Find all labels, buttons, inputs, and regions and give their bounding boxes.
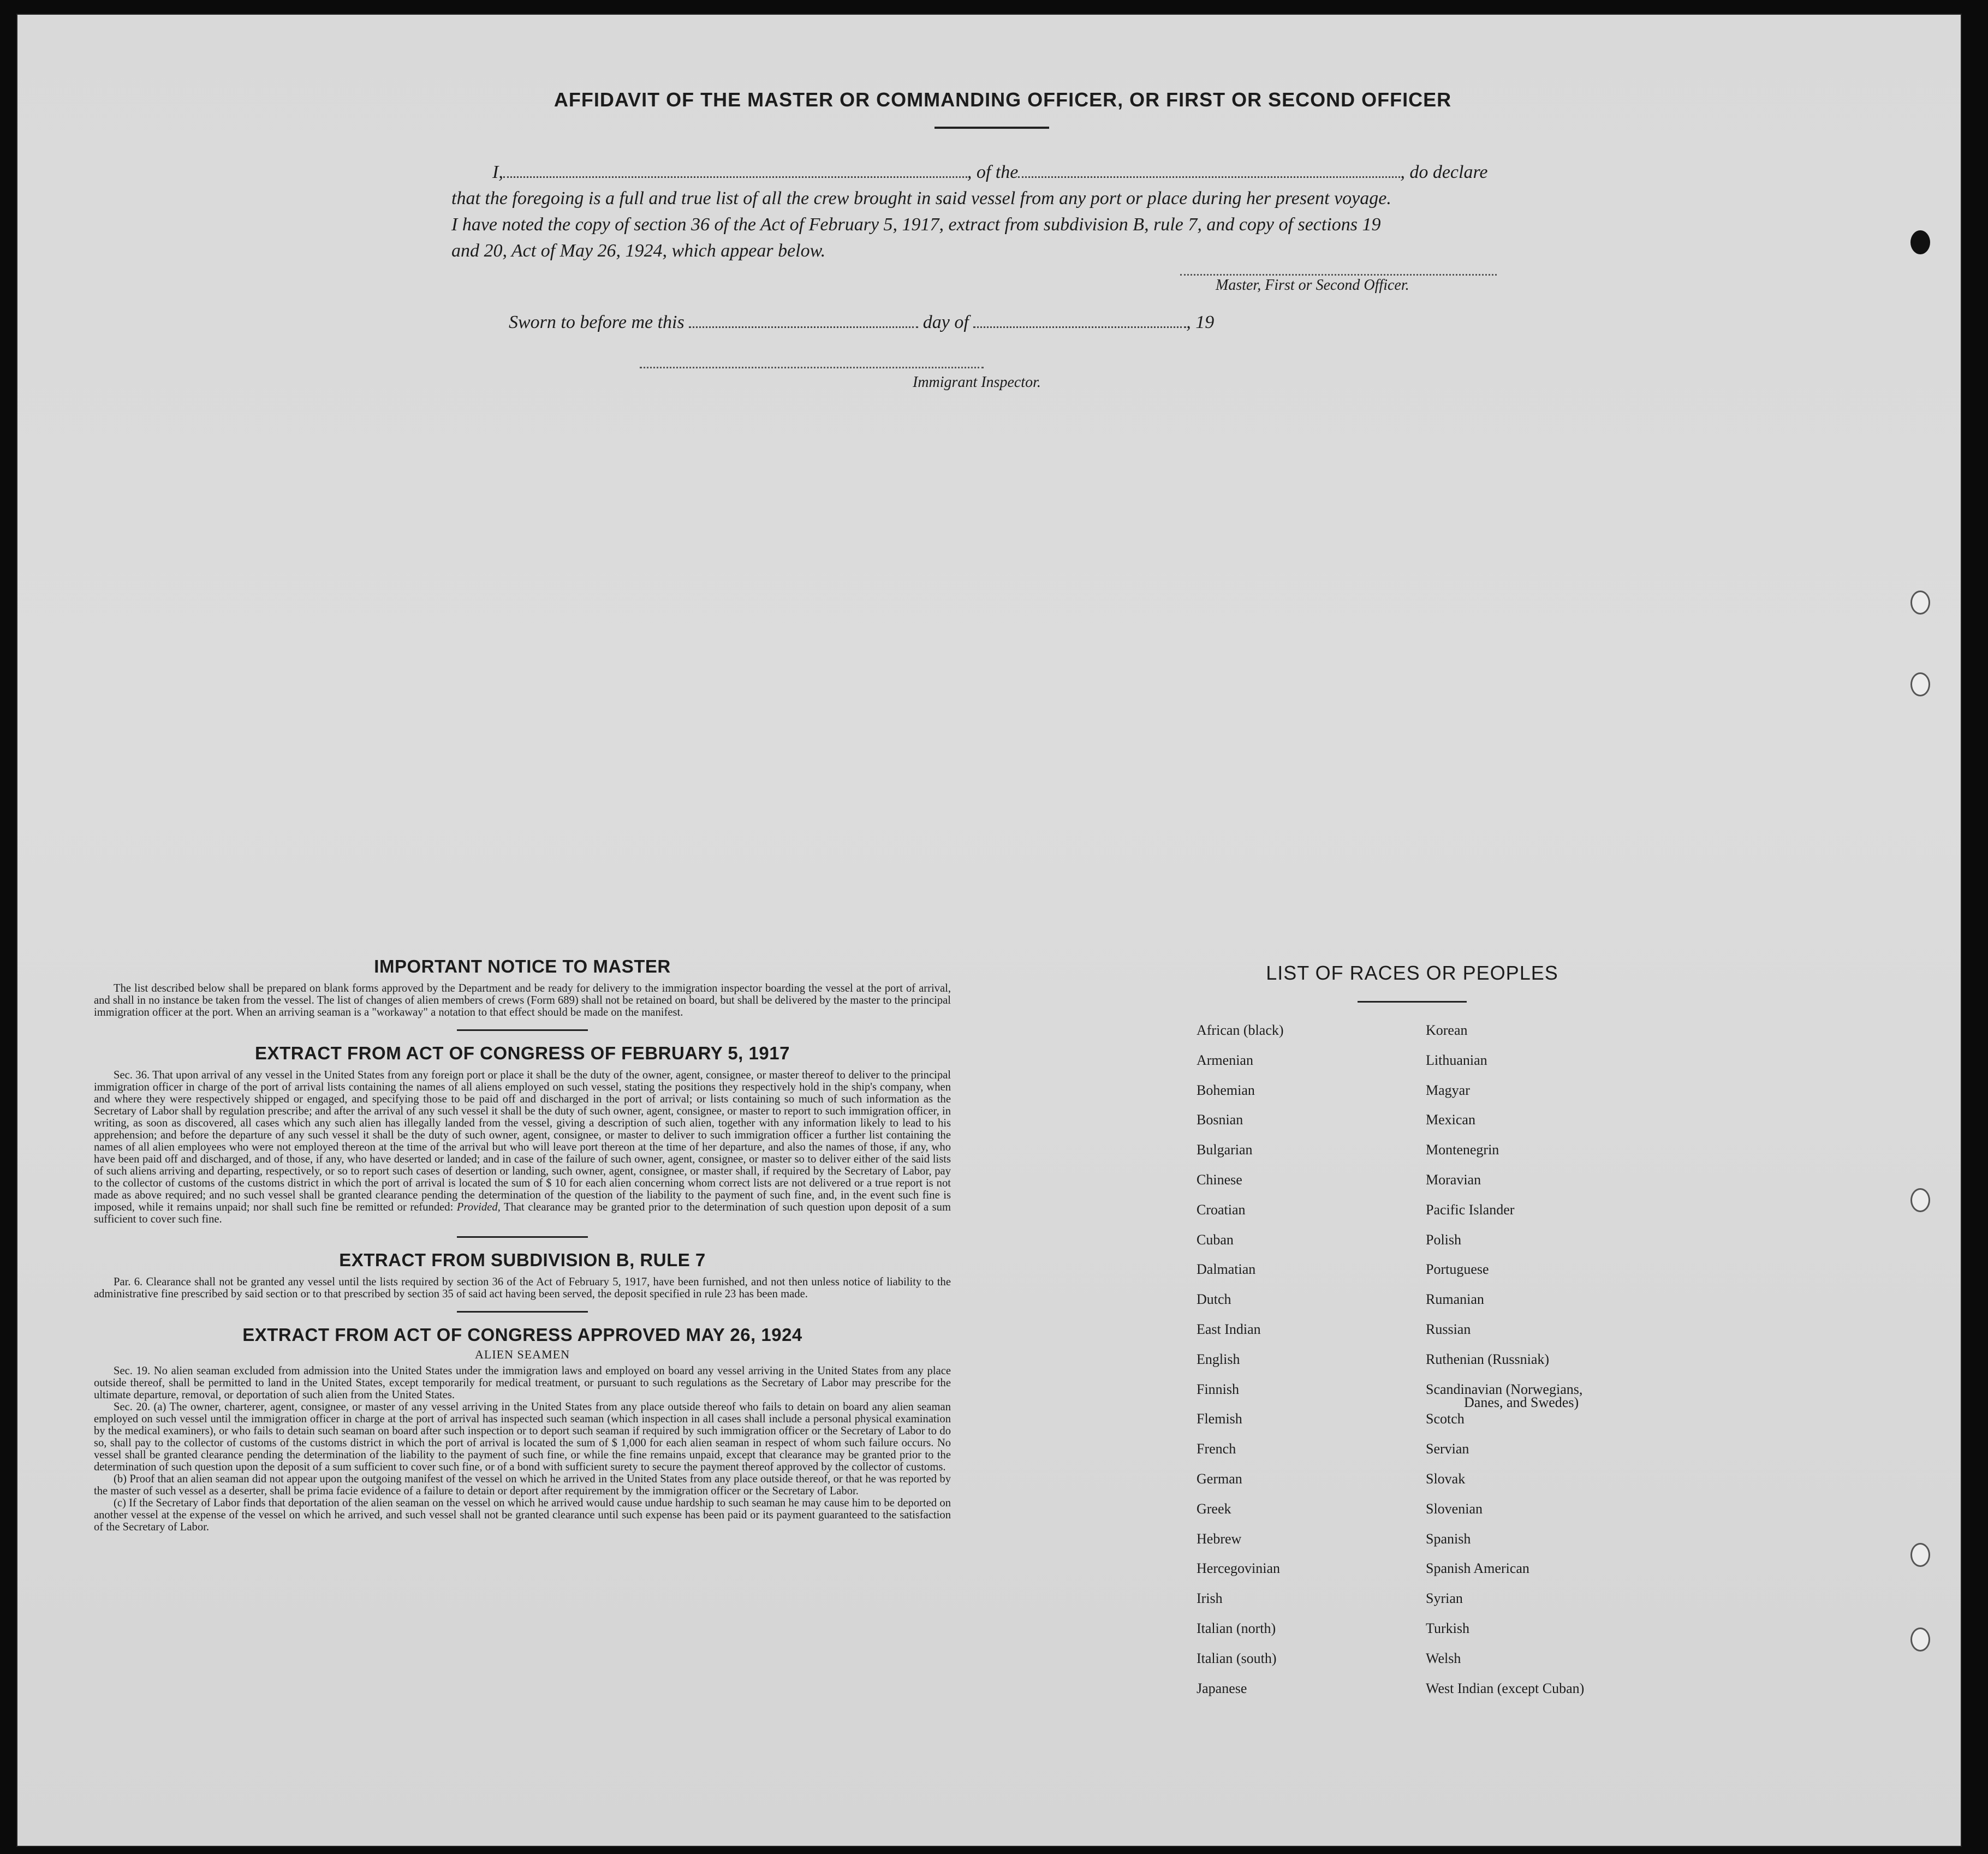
master-signature-label: Master, First or Second Officer. bbox=[1216, 277, 1409, 294]
legal-notices bbox=[94, 956, 951, 1533]
race-item: Welsh bbox=[1426, 1650, 1461, 1666]
extract-1924-heading: EXTRACT FROM ACT OF CONGRESS APPROVED MAY 26, 1924 bbox=[242, 1325, 802, 1345]
race-item: Mexican bbox=[1426, 1112, 1475, 1128]
sworn-day-field[interactable] bbox=[689, 326, 918, 328]
binder-hole-icon bbox=[1910, 1188, 1930, 1212]
document-page bbox=[16, 14, 1962, 1847]
declaration-line bbox=[451, 162, 1560, 183]
races-left-column bbox=[1197, 1023, 1426, 1710]
race-item: Bosnian bbox=[1197, 1112, 1243, 1128]
race-item: Montenegrin bbox=[1426, 1142, 1499, 1158]
race-item: Armenian bbox=[1197, 1052, 1253, 1068]
notice-paragraph: The list described below shall be prepared on blank forms approved by the Department and be ready for delivery to the immigration inspector boarding the vessel at the port of arrival, and shall in no instance be taken from the vessel. The list of changes of alien members of crews (Form 689) shall not be retained on board, but shall be delivered by the master to the principal immigration officer at the port. When an arriving seaman is a "workaway" a notation to that effect should be made on the manifest. bbox=[94, 982, 951, 1018]
inspector-signature-label: Immigrant Inspector. bbox=[913, 374, 1041, 391]
races-title: LIST OF RACES OR PEOPLES bbox=[1266, 962, 1558, 984]
notice-text bbox=[94, 982, 951, 1018]
race-item: Irish bbox=[1197, 1590, 1223, 1607]
binder-hole-icon bbox=[1910, 230, 1930, 254]
race-item: Magyar bbox=[1426, 1082, 1470, 1098]
declare-label: , do declare bbox=[1400, 162, 1488, 182]
rule-7-heading: EXTRACT FROM SUBDIVISION B, RULE 7 bbox=[339, 1250, 706, 1270]
race-item: Greek bbox=[1197, 1500, 1231, 1517]
sec-19-paragraph: Sec. 19. No alien seaman excluded from admission into the United States under the immigration laws and employed on board any vessel arriving in the United States from any place outside thereof, shall be permitted to land in the United States, except temporarily for medical treatment, or pursuant to such regulations as the Secretary of Labor may prescribe for the ultimate departure, removal, or deportation of such alien from the United States. bbox=[94, 1365, 951, 1401]
declarant-name-field[interactable] bbox=[503, 176, 967, 178]
day-of-label: day of bbox=[922, 312, 969, 332]
race-item: Japanese bbox=[1197, 1680, 1247, 1696]
race-item: Scotch bbox=[1426, 1411, 1465, 1427]
extract-1917-text bbox=[94, 1069, 951, 1225]
sec-36-paragraph bbox=[94, 1069, 951, 1225]
race-item: Polish bbox=[1426, 1231, 1462, 1248]
sec-20a-paragraph: Sec. 20. (a) The owner, charterer, agent, consignee, or master of any vessel arriving in the United States from any place outside thereof who fails to detain on board any alien seaman employed on such vessel until the immigration officer in charge at the port of arrival has inspected such seaman (which inspection in all cases shall include a personal physical examination by the medical examiners), or who fails to detain such seaman on board after such inspection or to deport such seaman if required by such immigration officer or the Secretary of Labor to do so, shall pay to the collector of customs of the customs district in which the port of arrival is located the sum of $ 1,000 for each alien seaman in respect of whom such failure occurs. No vessel shall be granted clearance pending the determination of the liability to the payment of such fine, or while the fine remains unpaid, except that clearance may be granted prior to the determination of such question upon the deposit of a sum sufficient to cover such fine, or of a bond with sufficient surety to secure the payment thereof approved by the collector of customs. bbox=[94, 1401, 951, 1473]
race-item: Finnish bbox=[1197, 1381, 1240, 1397]
race-item-line: Scandinavian (Norwegians, bbox=[1426, 1381, 1583, 1397]
binder-hole-icon bbox=[1910, 591, 1930, 615]
rule-7-paragraph: Par. 6. Clearance shall not be granted any vessel until the lists required by section 36 of the Act of February 5, 1917, have been furnished, and not then unless notice of liability to the administrative fine prescribed by said section or to that prescribed by section 35 of said act having been served, the deposit specified in rule 23 has been made. bbox=[94, 1276, 951, 1300]
race-item: Rumanian bbox=[1426, 1291, 1484, 1308]
race-item: Portuguese bbox=[1426, 1261, 1489, 1278]
race-item: Servian bbox=[1426, 1441, 1469, 1457]
binder-hole-icon bbox=[1910, 672, 1930, 696]
declaration-text-3: I have noted the copy of section 36 of the Act of February 5, 1917, extract from subdivision B, rule 7, and copy of sections 19 bbox=[451, 214, 1381, 235]
affidavit-title: AFFIDAVIT OF THE MASTER OR COMMANDING OFFICER, OR FIRST OR SECOND OFFICER bbox=[553, 88, 1452, 111]
sworn-month-field[interactable] bbox=[973, 326, 1186, 328]
races-divider bbox=[1358, 1001, 1467, 1003]
race-item: Dutch bbox=[1197, 1291, 1231, 1308]
sec-36-text: Sec. 36. That upon arrival of any vessel in the United States from any foreign port or place it shall be the duty of the owner, agent, consignee, or master thereof to deliver to the principal immigration officer in charge of the port of arrival lists containing the names of all aliens employed on such vessel, stating the positions they respectively hold in the ship's company, when and where they were respectively shipped or engaged, and specifying those to be paid off and discharged in the port of arrival; or lists containing so much of such information as the Secretary of Labor shall by regulation prescribe; and after the arrival of any such vessel it shall be the duty of such owner, agent, consignee, or master to report to such immigration officer, in writing, as soon as discovered, all cases which any such alien has illegally landed from the vessel, giving a description of such alien, together with any information likely to lead to his apprehension; and before the departure of any such vessel it shall be the duty of such owner, agent, consignee, or master to deliver to such immigration officer a further list containing the names of all alien employees who were not employed thereon at the time of the arrival but who will leave port thereon at the time of her departure, and also the names of those, if any, who have been paid off and discharged, and of those, if any, who have deserted or landed; and in case of the failure of such owner, agent, consignee, or master so to deliver either of the said lists of such aliens arriving and departing, respectively, or so to report such cases of desertion or landing, such owner, agent, consignee, or master shall, if required by the Secretary of Labor, pay to the collector of customs of the customs district in which the port of arrival is located the sum of $ 10 for each alien concerning whom correct lists are not delivered or a true report is not made as above required; and no such vessel shall be granted clearance pending the determination of the question of the liability to the payment of such fine, and, in the event such fine is imposed, while it remains unpaid; nor shall such fine be remitted or refunded: bbox=[94, 1069, 951, 1213]
race-item: English bbox=[1197, 1351, 1240, 1367]
section-divider bbox=[457, 1311, 588, 1313]
binder-hole-icon bbox=[1910, 1543, 1930, 1567]
race-item: French bbox=[1197, 1441, 1236, 1457]
race-item: Pacific Islander bbox=[1426, 1201, 1515, 1218]
of-the-label: , of the bbox=[967, 162, 1019, 182]
race-item: Lithuanian bbox=[1426, 1052, 1487, 1068]
race-item: Hercegovinian bbox=[1197, 1560, 1281, 1577]
race-item: Slovak bbox=[1426, 1470, 1466, 1487]
section-divider bbox=[457, 1236, 588, 1238]
race-item: Bohemian bbox=[1197, 1082, 1255, 1098]
race-item-scandinavian bbox=[1426, 1382, 1655, 1412]
proviso-word: Provided, bbox=[456, 1201, 501, 1213]
notice-heading: IMPORTANT NOTICE TO MASTER bbox=[374, 956, 671, 976]
race-item: Turkish bbox=[1426, 1620, 1469, 1636]
race-item: German bbox=[1197, 1470, 1242, 1487]
extract-1924-text bbox=[94, 1365, 951, 1533]
race-item-continuation: Danes, and Swedes) bbox=[1464, 1394, 1579, 1410]
race-item: Spanish bbox=[1426, 1530, 1471, 1547]
declaration-text-2: that the foregoing is a full and true list of all the crew brought in said vessel from any port or place during her present voyage. bbox=[451, 188, 1391, 208]
race-item: Cuban bbox=[1197, 1231, 1234, 1248]
sec-20b-paragraph: (b) Proof that an alien seaman did not appear upon the outgoing manifest of the vessel on which he arrived in the United States from any place outside thereof, or that he was reported by the master of such vessel as a deserter, shall be prima facie evidence of a failure to detain or deport after requirement by the immigration officer or the Secretary of Labor. bbox=[94, 1473, 951, 1497]
extract-1917-heading: EXTRACT FROM ACT OF CONGRESS OF FEBRUARY 5, 1917 bbox=[255, 1043, 790, 1063]
sworn-prefix: Sworn to before me this bbox=[509, 312, 685, 332]
race-item: Flemish bbox=[1197, 1411, 1242, 1427]
race-item: Moravian bbox=[1426, 1171, 1481, 1188]
section-divider bbox=[457, 1029, 588, 1031]
race-item: Dalmatian bbox=[1197, 1261, 1256, 1278]
declaration-text-4: and 20, Act of May 26, 1924, which appear below. bbox=[451, 241, 826, 261]
race-item: Bulgarian bbox=[1197, 1142, 1253, 1158]
race-item: East Indian bbox=[1197, 1321, 1261, 1337]
sec-36-text-end: That clearance may be granted prior to the determination of such question upon deposit of a sum sufficient to cover such fine. bbox=[94, 1201, 951, 1225]
alien-seamen-subheading: ALIEN SEAMEN bbox=[475, 1348, 570, 1361]
sworn-year-label: , 19 bbox=[1186, 312, 1215, 332]
race-item: West Indian (except Cuban) bbox=[1426, 1680, 1585, 1696]
sworn-line bbox=[509, 312, 1273, 333]
race-item: Hebrew bbox=[1197, 1530, 1242, 1547]
race-item: Chinese bbox=[1197, 1171, 1242, 1188]
race-item: Croatian bbox=[1197, 1201, 1246, 1218]
races-right-column bbox=[1426, 1023, 1655, 1710]
title-divider bbox=[935, 127, 1049, 129]
race-item: Korean bbox=[1426, 1022, 1468, 1038]
race-item: Russian bbox=[1426, 1321, 1471, 1337]
race-item: Italian (south) bbox=[1197, 1650, 1277, 1666]
sec-20c-paragraph: (c) If the Secretary of Labor finds that deportation of the alien seaman on the vessel on which he arrived would cause undue hardship to such seaman he may cause him to be deported on another vessel at the expense of the vessel on which he arrived, and such vessel shall not be granted clearance until such expense has been paid or its payment guaranteed to the satisfaction of the Secretary of Labor. bbox=[94, 1497, 951, 1533]
inspector-signature-line[interactable] bbox=[640, 367, 984, 368]
race-item: African (black) bbox=[1197, 1022, 1284, 1038]
binder-hole-icon bbox=[1910, 1628, 1930, 1652]
race-item: Slovenian bbox=[1426, 1500, 1483, 1517]
vessel-name-field[interactable] bbox=[1018, 176, 1400, 178]
race-item: Spanish American bbox=[1426, 1560, 1529, 1577]
master-signature-line[interactable] bbox=[1180, 274, 1497, 276]
race-item: Italian (north) bbox=[1197, 1620, 1276, 1636]
declarant-prefix: I, bbox=[492, 162, 503, 182]
rule-7-text bbox=[94, 1276, 951, 1300]
race-item: Syrian bbox=[1426, 1590, 1463, 1607]
race-item: Ruthenian (Russniak) bbox=[1426, 1351, 1550, 1367]
